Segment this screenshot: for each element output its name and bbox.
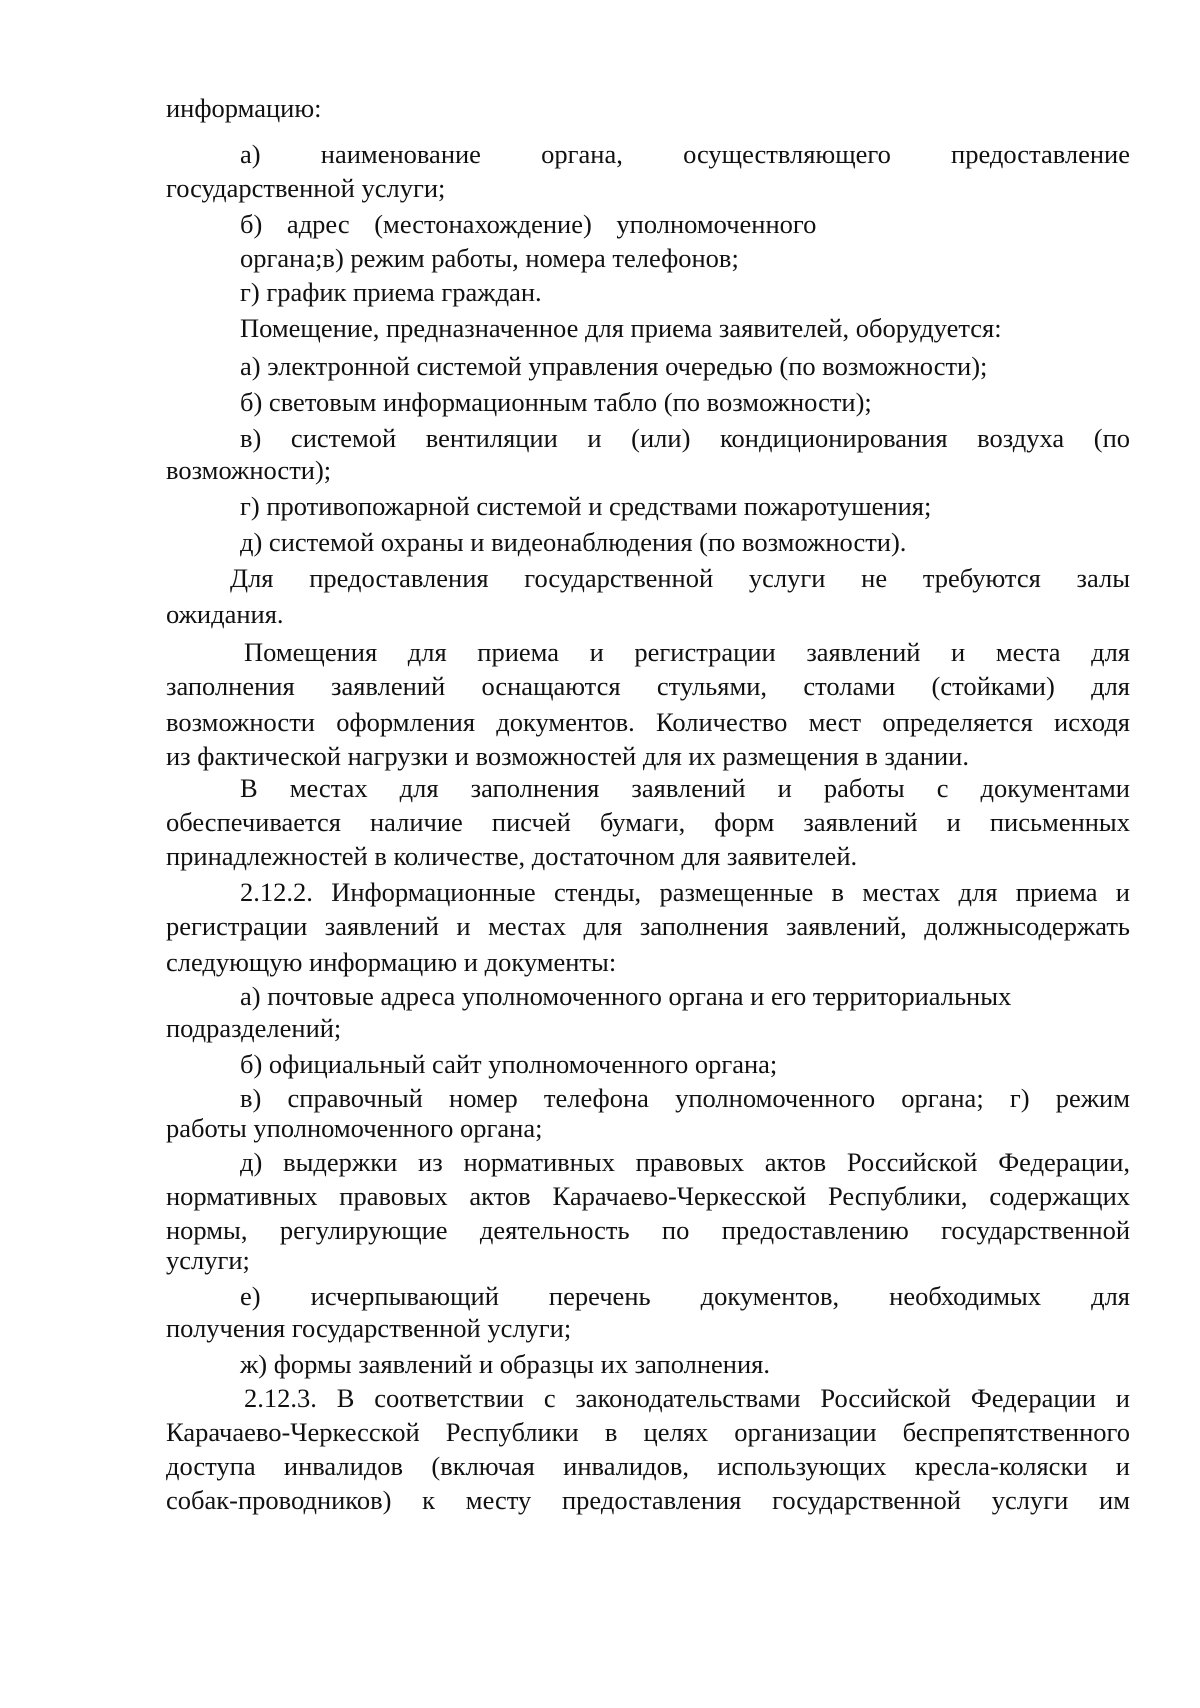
text-line: В местах для заполнения заявлений и работы с документами xyxy=(240,773,1130,803)
text-line: работы уполномоченного органа; xyxy=(166,1113,543,1143)
text-line: ж) формы заявлений и образцы их заполнения. xyxy=(240,1349,770,1379)
text-line: Карачаево-Черкесской Республики в целях организации беспрепятственного xyxy=(166,1417,1130,1447)
text-line: е) исчерпывающий перечень документов, необходимых для xyxy=(240,1281,1130,1311)
text-line: регистрации заявлений и местах для заполнения заявлений, должнысодержать xyxy=(166,911,1130,941)
text-line: а) электронной системой управления очередью (по возможности); xyxy=(240,351,988,381)
text-line: б) официальный сайт уполномоченного органа; xyxy=(240,1049,778,1079)
text-line: д) выдержки из нормативных правовых актов Российской Федерации, xyxy=(240,1147,1130,1177)
text-line: нормативных правовых актов Карачаево-Черкесской Республики, содержащих xyxy=(166,1181,1130,1211)
text-line: Для предоставления государственной услуги не требуются залы xyxy=(230,563,1130,593)
text-line: органа;в) режим работы, номера телефонов; xyxy=(240,243,739,273)
text-line: услуги; xyxy=(166,1245,250,1275)
text-line: из фактической нагрузки и возможностей для их размещения в здании. xyxy=(166,741,969,771)
text-line: 2.12.3. В соответствии с законодательствами Российской Федерации и xyxy=(244,1383,1130,1413)
text-line: г) противопожарной системой и средствами пожаротушения; xyxy=(240,491,932,521)
text-line: ожидания. xyxy=(166,599,284,629)
text-line: получения государственной услуги; xyxy=(166,1313,572,1343)
text-line: в) системой вентиляции и (или) кондиционирования воздуха (по xyxy=(240,423,1130,453)
text-line: нормы, регулирующие деятельность по предоставлению государственной xyxy=(166,1215,1130,1245)
text-line: возможности); xyxy=(166,455,332,485)
text-line: информацию: xyxy=(166,93,322,123)
text-line: обеспечивается наличие писчей бумаги, форм заявлений и письменных xyxy=(166,807,1130,837)
text-line: б) световым информационным табло (по возможности); xyxy=(240,387,872,417)
text-line: заполнения заявлений оснащаются стульями, столами (стойками) для xyxy=(166,671,1130,701)
text-line: принадлежностей в количестве, достаточном для заявителей. xyxy=(166,841,858,871)
text-line: в) справочный номер телефона уполномоченного органа; г) режим xyxy=(240,1083,1130,1113)
text-line: возможности оформления документов. Количество мест определяется исходя xyxy=(166,707,1130,737)
text-line: 2.12.2. Информационные стенды, размещенные в местах для приема и xyxy=(240,877,1130,907)
text-line: д) системой охраны и видеонаблюдения (по возможности). xyxy=(240,527,907,557)
text-line: следующую информацию и документы: xyxy=(166,947,617,977)
text-line: Помещения для приема и регистрации заявлений и места для xyxy=(244,637,1130,667)
text-line: государственной услуги; xyxy=(166,173,446,203)
text-line: собак-проводников) к месту предоставления государственной услуги им xyxy=(166,1485,1130,1515)
text-line: б) адрес (местонахождение) уполномоченного xyxy=(240,209,817,239)
text-line: подразделений; xyxy=(166,1013,342,1043)
text-line: г) график приема граждан. xyxy=(240,277,542,307)
text-line: Помещение, предназначенное для приема заявителей, оборудуется: xyxy=(240,313,1002,343)
text-line: а) почтовые адреса уполномоченного органа и его территориальных xyxy=(240,981,1012,1011)
text-line: а) наименование органа, осуществляющего предоставление xyxy=(240,139,1130,169)
text-line: доступа инвалидов (включая инвалидов, использующих кресла-коляски и xyxy=(166,1451,1130,1481)
